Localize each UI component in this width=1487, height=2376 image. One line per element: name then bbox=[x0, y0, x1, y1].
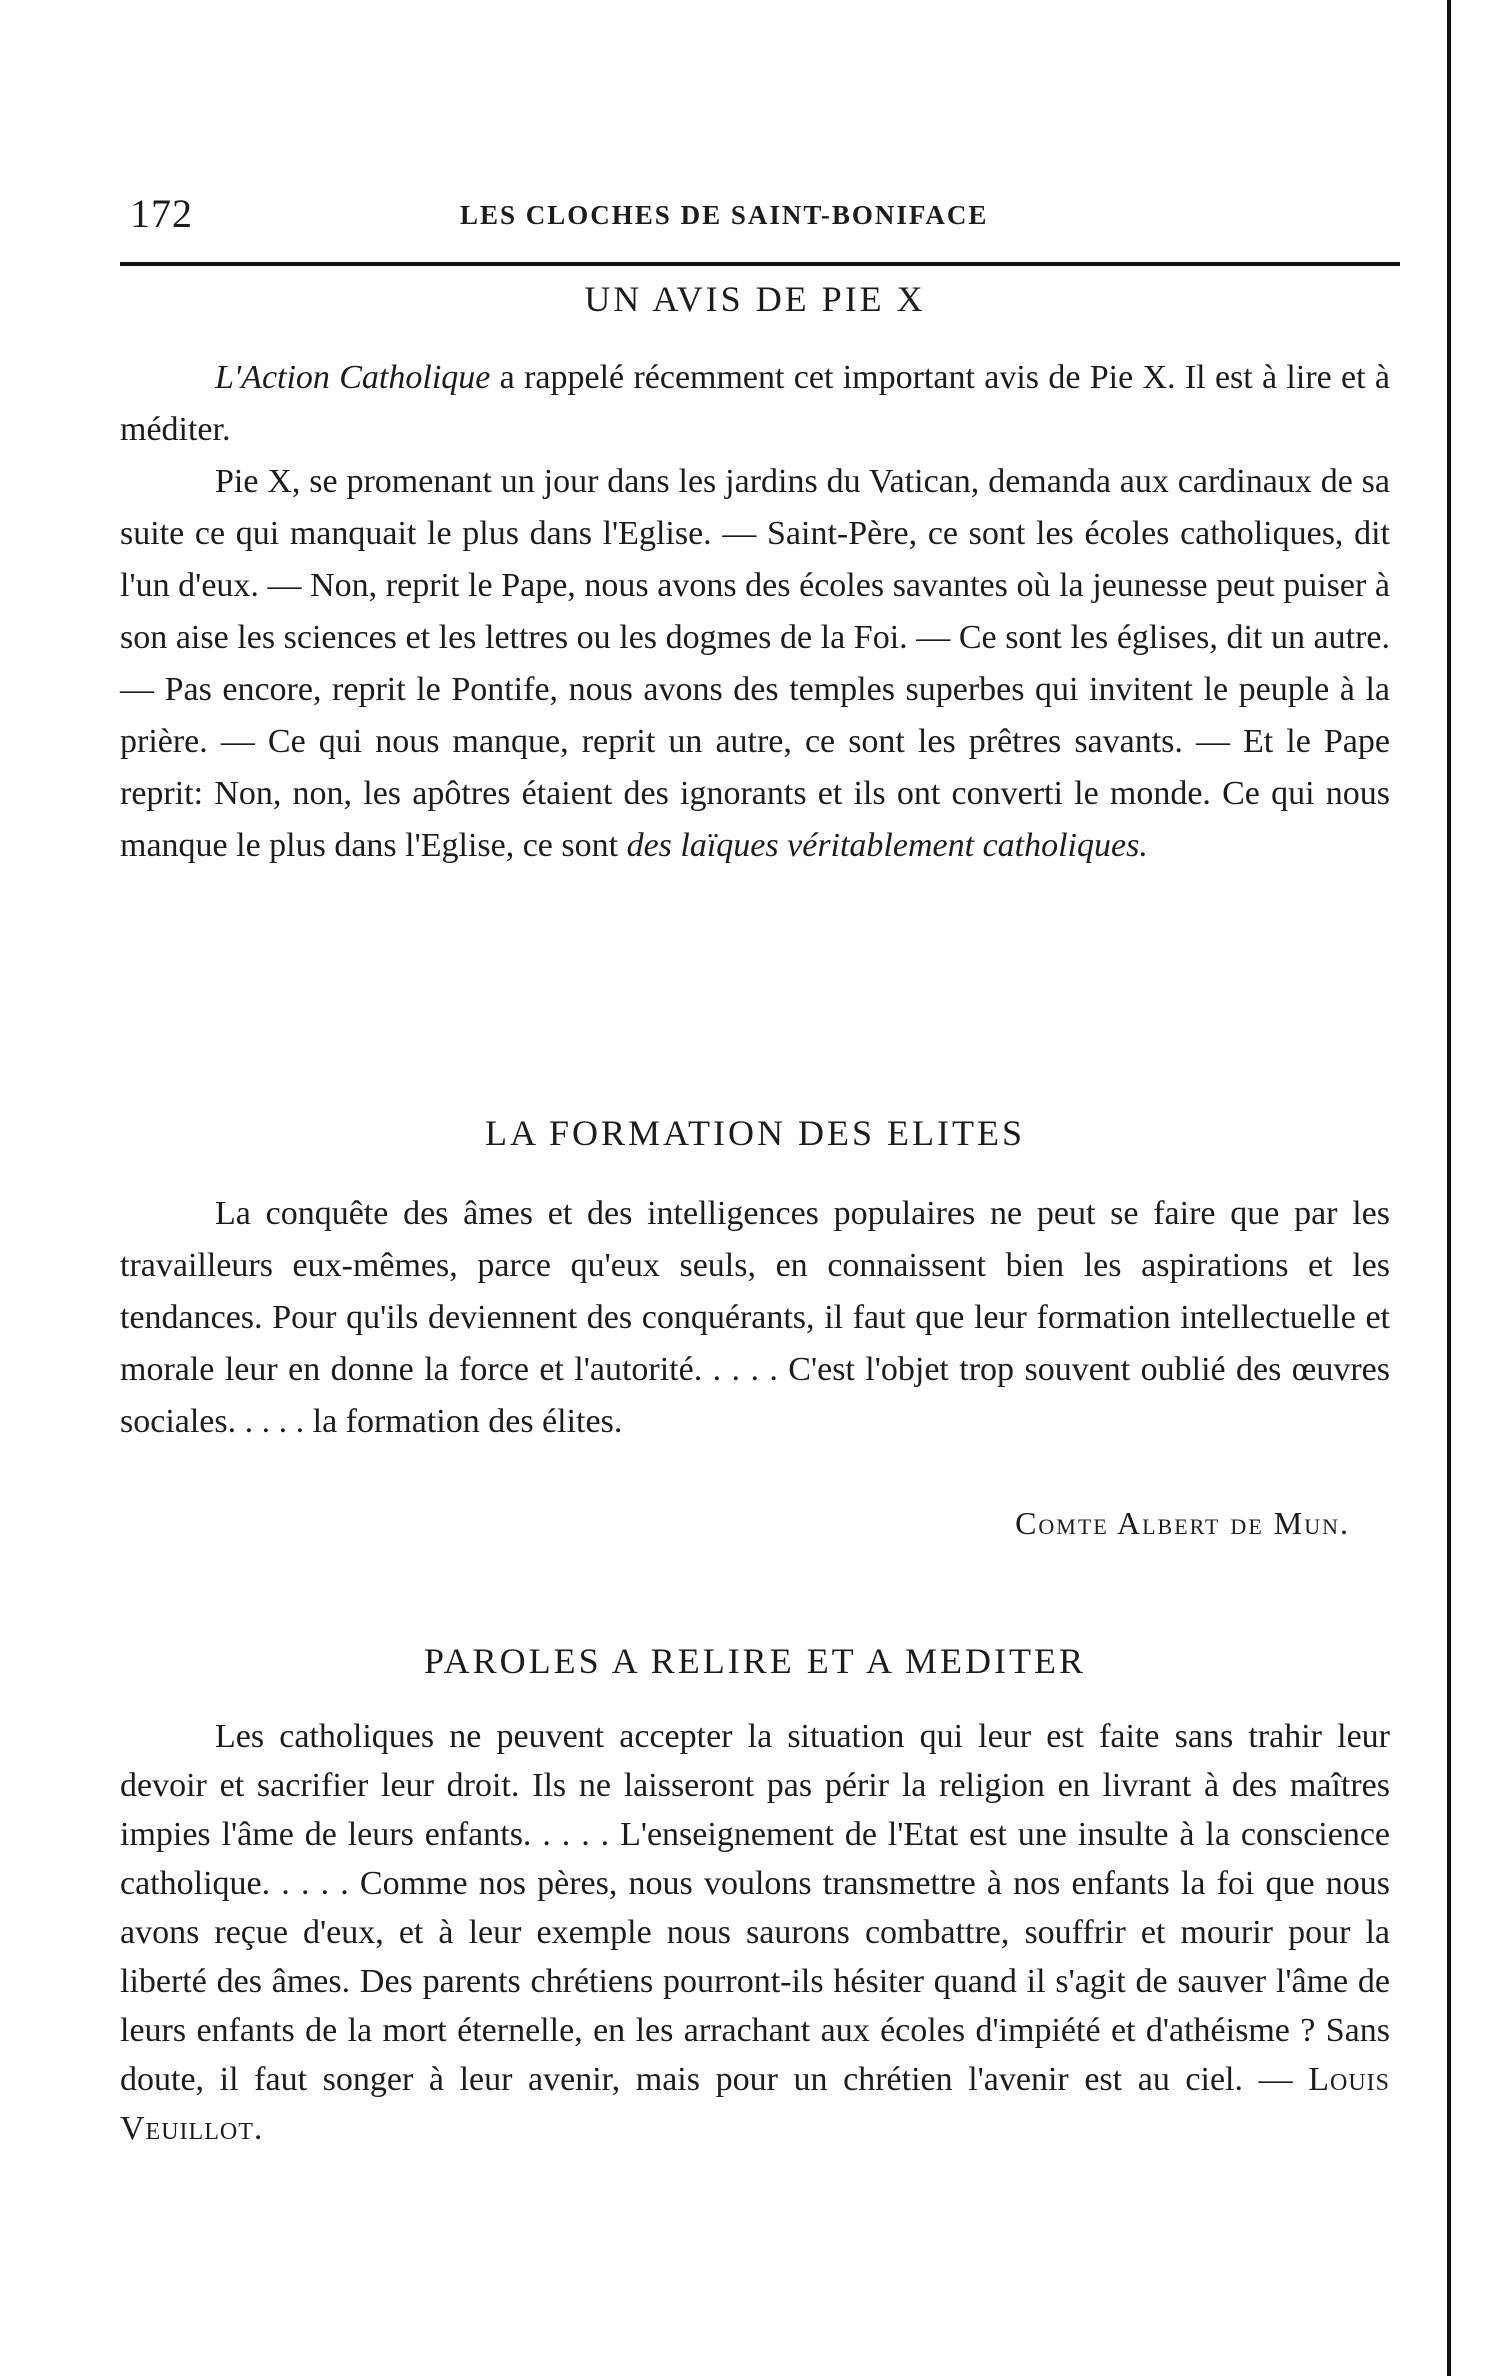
running-head bbox=[130, 190, 1390, 250]
section-avis-body bbox=[120, 352, 1390, 872]
section-title-elites: LA FORMATION DES ELITES bbox=[484, 1113, 1025, 1153]
paragraph-elites: La conquête des âmes et des intelligences populaires ne peut se faire que par les travailleurs eux-mêmes, parce qu'eux seuls, en connaissent bien les aspirations et les tendances. Pour qu'ils deviennent des conquérants, il faut que leur formation intellectuelle et morale leur en donne la force et l'autorité. . . . . C'est l'objet trop souvent oublié des œuvres sociales. . . . . la formation des élites. bbox=[120, 1195, 1390, 1440]
author-veuillot: Louis Veuillot. bbox=[120, 2061, 1390, 2147]
page-number: 172 bbox=[130, 191, 193, 236]
document-page bbox=[120, 0, 1390, 2376]
section-paroles-body bbox=[120, 1712, 1390, 2153]
section-elites-body bbox=[120, 1188, 1390, 1448]
page-edge-shadow bbox=[1447, 0, 1451, 2376]
paragraph-paroles-text: Les catholiques ne peuvent accepter la situation qui leur est faite sans trahir leur devoir et sacrifier leur droit. Ils ne laisseront pas périr la religion en livrant à des maîtres impies l'âme de leurs enfants. . . . . L'enseignement de l'Etat est une insulte à la conscience catholique. . . . . Comme nos pères, nous voulons transmettre à nos enfants la foi que nous avons reçue d'eux, et à leur exemple nous saurons combattre, souffrir et mourir pour la liberté des âmes. Des parents chrétiens pourront-ils hésiter quand il s'agit de sauver l'âme de leurs enfants de la mort éternelle, en les arrachant aux écoles d'impiété et d'athéisme ? Sans doute, il faut songer à leur avenir, mais pour un chrétien l'avenir est au ciel. — bbox=[120, 1718, 1390, 2098]
emphasis-laiques: des laïques véritablement catholiques. bbox=[626, 827, 1148, 864]
paragraph-anecdote bbox=[120, 456, 1390, 872]
paragraph-intro-text: a rappelé récemment cet important avis de Pie X. Il est à lire et à méditer. bbox=[120, 359, 1390, 448]
paragraph-intro bbox=[120, 352, 1390, 456]
running-title: LES CLOCHES DE SAINT-BONIFACE bbox=[460, 200, 989, 230]
signature-de-mun: Comte Albert de Mun. bbox=[1015, 1505, 1350, 1541]
publication-title: L'Action Catholique bbox=[215, 359, 491, 396]
section-title-avis: UN AVIS DE PIE X bbox=[584, 279, 926, 319]
paragraph-paroles bbox=[120, 1712, 1390, 2153]
header-rule bbox=[120, 262, 1400, 266]
paragraph-anecdote-text: Pie X, se promenant un jour dans les jardins du Vatican, demanda aux cardinaux de sa suite ce qui manquait le plus dans l'Eglise. — Saint-Père, ce sont les écoles catholiques, dit l'un d'eux. — Non, reprit le Pape, nous avons des écoles savantes où la jeunesse peut puiser à son aise les sciences et les lettres ou les dogmes de la Foi. — Ce sont les églises, dit un autre. — Pas encore, reprit le Pontife, nous avons des temples superbes qui invitent le peuple à la prière. — Ce qui nous manque, reprit un autre, ce sont les prêtres savants. — Et le Pape reprit: Non, non, les apôtres étaient des ignorants et ils ont converti le monde. Ce qui nous manque le plus dans l'Eglise, ce sont bbox=[120, 463, 1390, 864]
section-title-paroles: PAROLES A RELIRE ET A MEDITER bbox=[423, 1641, 1087, 1681]
